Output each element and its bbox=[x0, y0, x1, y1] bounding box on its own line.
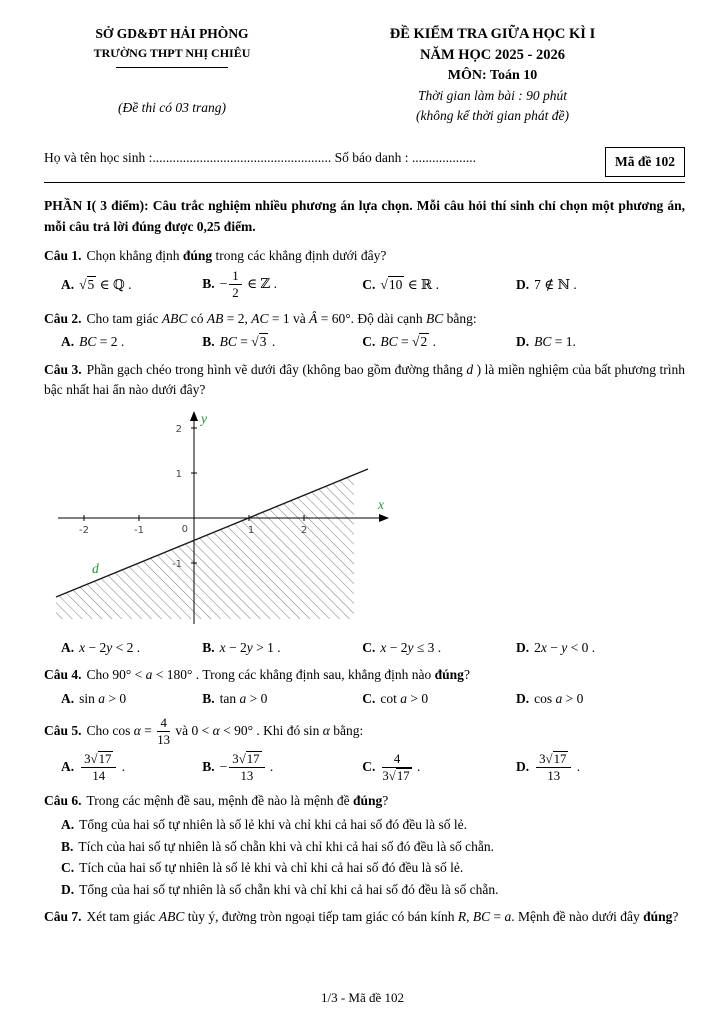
question-3-body: Phần gạch chéo trong hình vẽ dưới đây (không bao gồm đường thẳng d ) là miền nghiệm của bất phương trình bậc nhất hai ẩn nào dưới đây? bbox=[44, 362, 686, 397]
option-c-text: Tích của hai số tự nhiên là số lẻ khi và chỉ khi cả hai số đó đều là số lẻ. bbox=[79, 860, 464, 876]
option-d-label: D. bbox=[516, 334, 530, 350]
question-6-option-a bbox=[61, 815, 685, 835]
option-d-label: D. bbox=[61, 881, 75, 897]
option-c-text: $\frac{4}{3√17}$ . bbox=[382, 751, 421, 783]
question-1-option-a bbox=[61, 275, 198, 295]
option-a-label: A. bbox=[61, 690, 75, 706]
option-a-label: A. bbox=[61, 334, 75, 350]
question-1 bbox=[44, 246, 685, 301]
question-2-option-b bbox=[202, 332, 358, 352]
question-2-text bbox=[44, 309, 685, 329]
question-4-text bbox=[44, 665, 685, 685]
line-d-label: d bbox=[92, 561, 99, 577]
option-d-label: D. bbox=[516, 690, 530, 706]
option-b-text: − $\frac{1}{2}$ ∈ ℤ . bbox=[219, 269, 278, 301]
question-3-option-b bbox=[202, 638, 358, 658]
question-3-option-a bbox=[61, 638, 198, 658]
option-b-text: Tích của hai số tự nhiên là số chẵn khi và chỉ khi cả hai số đó đều là số chẵn. bbox=[78, 838, 494, 854]
option-c-label: C. bbox=[362, 690, 376, 706]
question-4-options bbox=[44, 689, 685, 709]
inequality-graph bbox=[54, 403, 392, 628]
header-right bbox=[300, 24, 685, 125]
question-5 bbox=[44, 716, 685, 783]
option-a-label: A. bbox=[61, 816, 75, 832]
question-5-option-b bbox=[202, 752, 358, 784]
question-3 bbox=[44, 360, 685, 657]
option-b-text: − $\frac{3√17}{13}$ . bbox=[219, 751, 274, 783]
question-7-body: Xét tam giác ABC tùy ý, đường tròn ngoại tiếp tam giác có bán kính R, BC = a. Mệnh đề nào dưới đây đúng? bbox=[86, 909, 679, 925]
question-4-option-b bbox=[202, 689, 358, 709]
x-tick-neg2: -2 bbox=[79, 525, 89, 537]
question-5-options bbox=[44, 752, 685, 784]
option-a-label: A. bbox=[61, 639, 75, 655]
question-1-number: Câu 1. bbox=[44, 247, 82, 263]
question-4-option-d bbox=[516, 689, 685, 709]
question-5-option-a bbox=[61, 752, 198, 784]
x-tick-2: 2 bbox=[300, 525, 308, 537]
x-tick-neg1: -1 bbox=[134, 525, 144, 537]
duration-line: Thời gian làm bài : 90 phút bbox=[418, 88, 567, 104]
question-2 bbox=[44, 309, 685, 352]
page-footer: 1/3 - Mã đề 102 bbox=[320, 990, 405, 1006]
option-d-text: BC = 1. bbox=[534, 334, 576, 350]
question-1-text bbox=[44, 246, 685, 266]
option-c-text: cot a > 0 bbox=[380, 690, 429, 706]
option-b-label: B. bbox=[202, 334, 215, 350]
option-d-text: 2x − y < 0 . bbox=[534, 639, 596, 655]
question-5-option-c bbox=[362, 752, 512, 784]
pages-note: (Đề thi có 03 trang) bbox=[118, 99, 226, 115]
question-2-body: Cho tam giác ABC có AB = 2, AC = 1 và Â = 60°. Độ dài cạnh BC bằng: bbox=[86, 310, 477, 326]
question-4-number: Câu 4. bbox=[44, 667, 82, 683]
header-left bbox=[44, 24, 300, 118]
option-c-label: C. bbox=[362, 334, 376, 350]
option-b-label: B. bbox=[61, 838, 74, 854]
y-axis-arrow bbox=[190, 411, 198, 421]
question-2-number: Câu 2. bbox=[44, 310, 82, 326]
question-1-option-b bbox=[202, 269, 358, 301]
option-b-text: x − 2y > 1 . bbox=[219, 639, 281, 655]
question-6-option-b bbox=[61, 837, 685, 857]
option-a-text: sin a > 0 bbox=[79, 690, 127, 706]
header-underline bbox=[116, 67, 228, 68]
school-year: NĂM HỌC 2025 - 2026 bbox=[420, 47, 565, 64]
option-a-text: BC = 2 . bbox=[79, 334, 125, 350]
question-1-options bbox=[44, 269, 685, 301]
student-info-row bbox=[44, 143, 685, 183]
option-a-text: x − 2y < 2 . bbox=[79, 639, 141, 655]
option-d-text: 7 ∉ ℕ . bbox=[534, 277, 577, 293]
question-4 bbox=[44, 665, 685, 708]
question-6-number: Câu 6. bbox=[44, 793, 82, 809]
question-3-figure bbox=[54, 403, 685, 634]
x-axis-arrow bbox=[379, 514, 389, 522]
option-b-label: B. bbox=[202, 639, 215, 655]
option-d-label: D. bbox=[516, 277, 530, 293]
student-id-field: Số báo danh : ................... bbox=[334, 150, 476, 166]
y-tick-neg1: -1 bbox=[172, 559, 182, 571]
exam-title: ĐỀ KIỂM TRA GIỮA HỌC KÌ I bbox=[389, 26, 596, 42]
x-tick-1: 1 bbox=[247, 525, 255, 537]
option-b-text: BC = √3 . bbox=[219, 334, 276, 350]
question-1-option-c bbox=[362, 275, 512, 295]
option-b-label: B. bbox=[202, 758, 215, 774]
question-5-text bbox=[44, 716, 685, 748]
question-3-number: Câu 3. bbox=[44, 362, 82, 378]
exam-code-badge: Mã đề 102 bbox=[605, 147, 685, 177]
option-b-label: B. bbox=[202, 276, 215, 292]
question-6 bbox=[44, 791, 685, 899]
option-d-text: $\frac{3√17}{13}$ . bbox=[534, 759, 580, 774]
option-a-text: Tổng của hai số tự nhiên là số lẻ khi và chỉ khi cả hai số đó đều là số lẻ. bbox=[79, 816, 467, 832]
question-1-body: Chọn khẳng định đúng trong các khẳng định dưới đây? bbox=[86, 247, 387, 263]
student-name-field: Họ và tên học sinh :..................................................... bbox=[44, 150, 332, 166]
school-name: TRƯỜNG THPT NHỊ CHIÊU bbox=[93, 45, 251, 60]
option-a-text: √5 ∈ ℚ . bbox=[79, 277, 132, 293]
x-axis-label: x bbox=[378, 497, 384, 513]
duration-note: (không kể thời gian phát đề) bbox=[415, 107, 570, 123]
question-4-option-a bbox=[61, 689, 198, 709]
question-2-options bbox=[44, 332, 685, 352]
option-c-label: C. bbox=[61, 860, 75, 876]
question-3-option-c bbox=[362, 638, 512, 658]
option-c-text: √10 ∈ ℝ . bbox=[380, 277, 440, 293]
part1-heading: PHẦN I( 3 điểm): Câu trắc nghiệm nhiều phương án lựa chọn. Mỗi câu hỏi thí sinh chỉ chọn một phương án, mỗi câu trả lời đúng được 0,25 điểm. bbox=[44, 198, 685, 234]
department-name: SỞ GD&ĐT HẢI PHÒNG bbox=[95, 26, 249, 41]
question-3-text bbox=[44, 360, 685, 399]
option-a-label: A. bbox=[61, 758, 75, 774]
question-2-option-c bbox=[362, 332, 512, 352]
y-tick-2: 2 bbox=[175, 424, 182, 436]
option-d-text: cos a > 0 bbox=[534, 690, 584, 706]
subject-line: MÔN: Toán 10 bbox=[447, 68, 538, 84]
question-6-body: Trong các mệnh đề sau, mệnh đề nào là mệnh đề đúng? bbox=[86, 793, 389, 809]
question-6-options bbox=[44, 815, 685, 899]
y-tick-1: 1 bbox=[175, 469, 182, 481]
solution-region bbox=[56, 475, 354, 619]
option-b-text: tan a > 0 bbox=[219, 690, 268, 706]
option-c-label: C. bbox=[362, 758, 376, 774]
student-labels bbox=[44, 148, 591, 168]
question-3-option-d bbox=[516, 638, 685, 658]
option-d-label: D. bbox=[516, 639, 530, 655]
question-6-text bbox=[44, 791, 685, 811]
question-6-option-d bbox=[61, 880, 685, 900]
question-3-options bbox=[44, 638, 685, 658]
question-1-option-d bbox=[516, 275, 685, 295]
question-4-option-c bbox=[362, 689, 512, 709]
question-2-option-d bbox=[516, 332, 685, 352]
origin-label: 0 bbox=[181, 524, 188, 536]
question-7-number: Câu 7. bbox=[44, 909, 82, 925]
question-5-number: Câu 5. bbox=[44, 723, 82, 739]
question-5-body: Cho cos α = $\frac{4}{13}$ và 0 < α < 90° . Khi đó sin α bằng: bbox=[86, 716, 364, 748]
option-d-text: Tổng của hai số tự nhiên là số chẵn khi và chỉ khi cả hai số đó đều là số chẵn. bbox=[79, 881, 499, 897]
option-c-text: x − 2y ≤ 3 . bbox=[380, 639, 442, 655]
question-5-option-d bbox=[516, 752, 685, 784]
option-a-label: A. bbox=[61, 277, 75, 293]
question-7-text bbox=[44, 907, 685, 927]
exam-header bbox=[44, 24, 685, 125]
option-b-label: B. bbox=[202, 690, 215, 706]
option-c-text: BC = √2 . bbox=[380, 334, 436, 350]
question-7 bbox=[44, 907, 685, 927]
question-4-body: Cho 90° < a < 180° . Trong các khẳng định sau, khẳng định nào đúng? bbox=[86, 667, 470, 683]
question-6-option-c bbox=[61, 858, 685, 878]
y-axis-label: y bbox=[201, 411, 207, 427]
option-a-text: $\frac{3√17}{14}$ . bbox=[79, 759, 125, 774]
option-c-label: C. bbox=[362, 277, 376, 293]
option-d-label: D. bbox=[516, 758, 530, 774]
question-2-option-a bbox=[61, 332, 198, 352]
option-c-label: C. bbox=[362, 639, 376, 655]
